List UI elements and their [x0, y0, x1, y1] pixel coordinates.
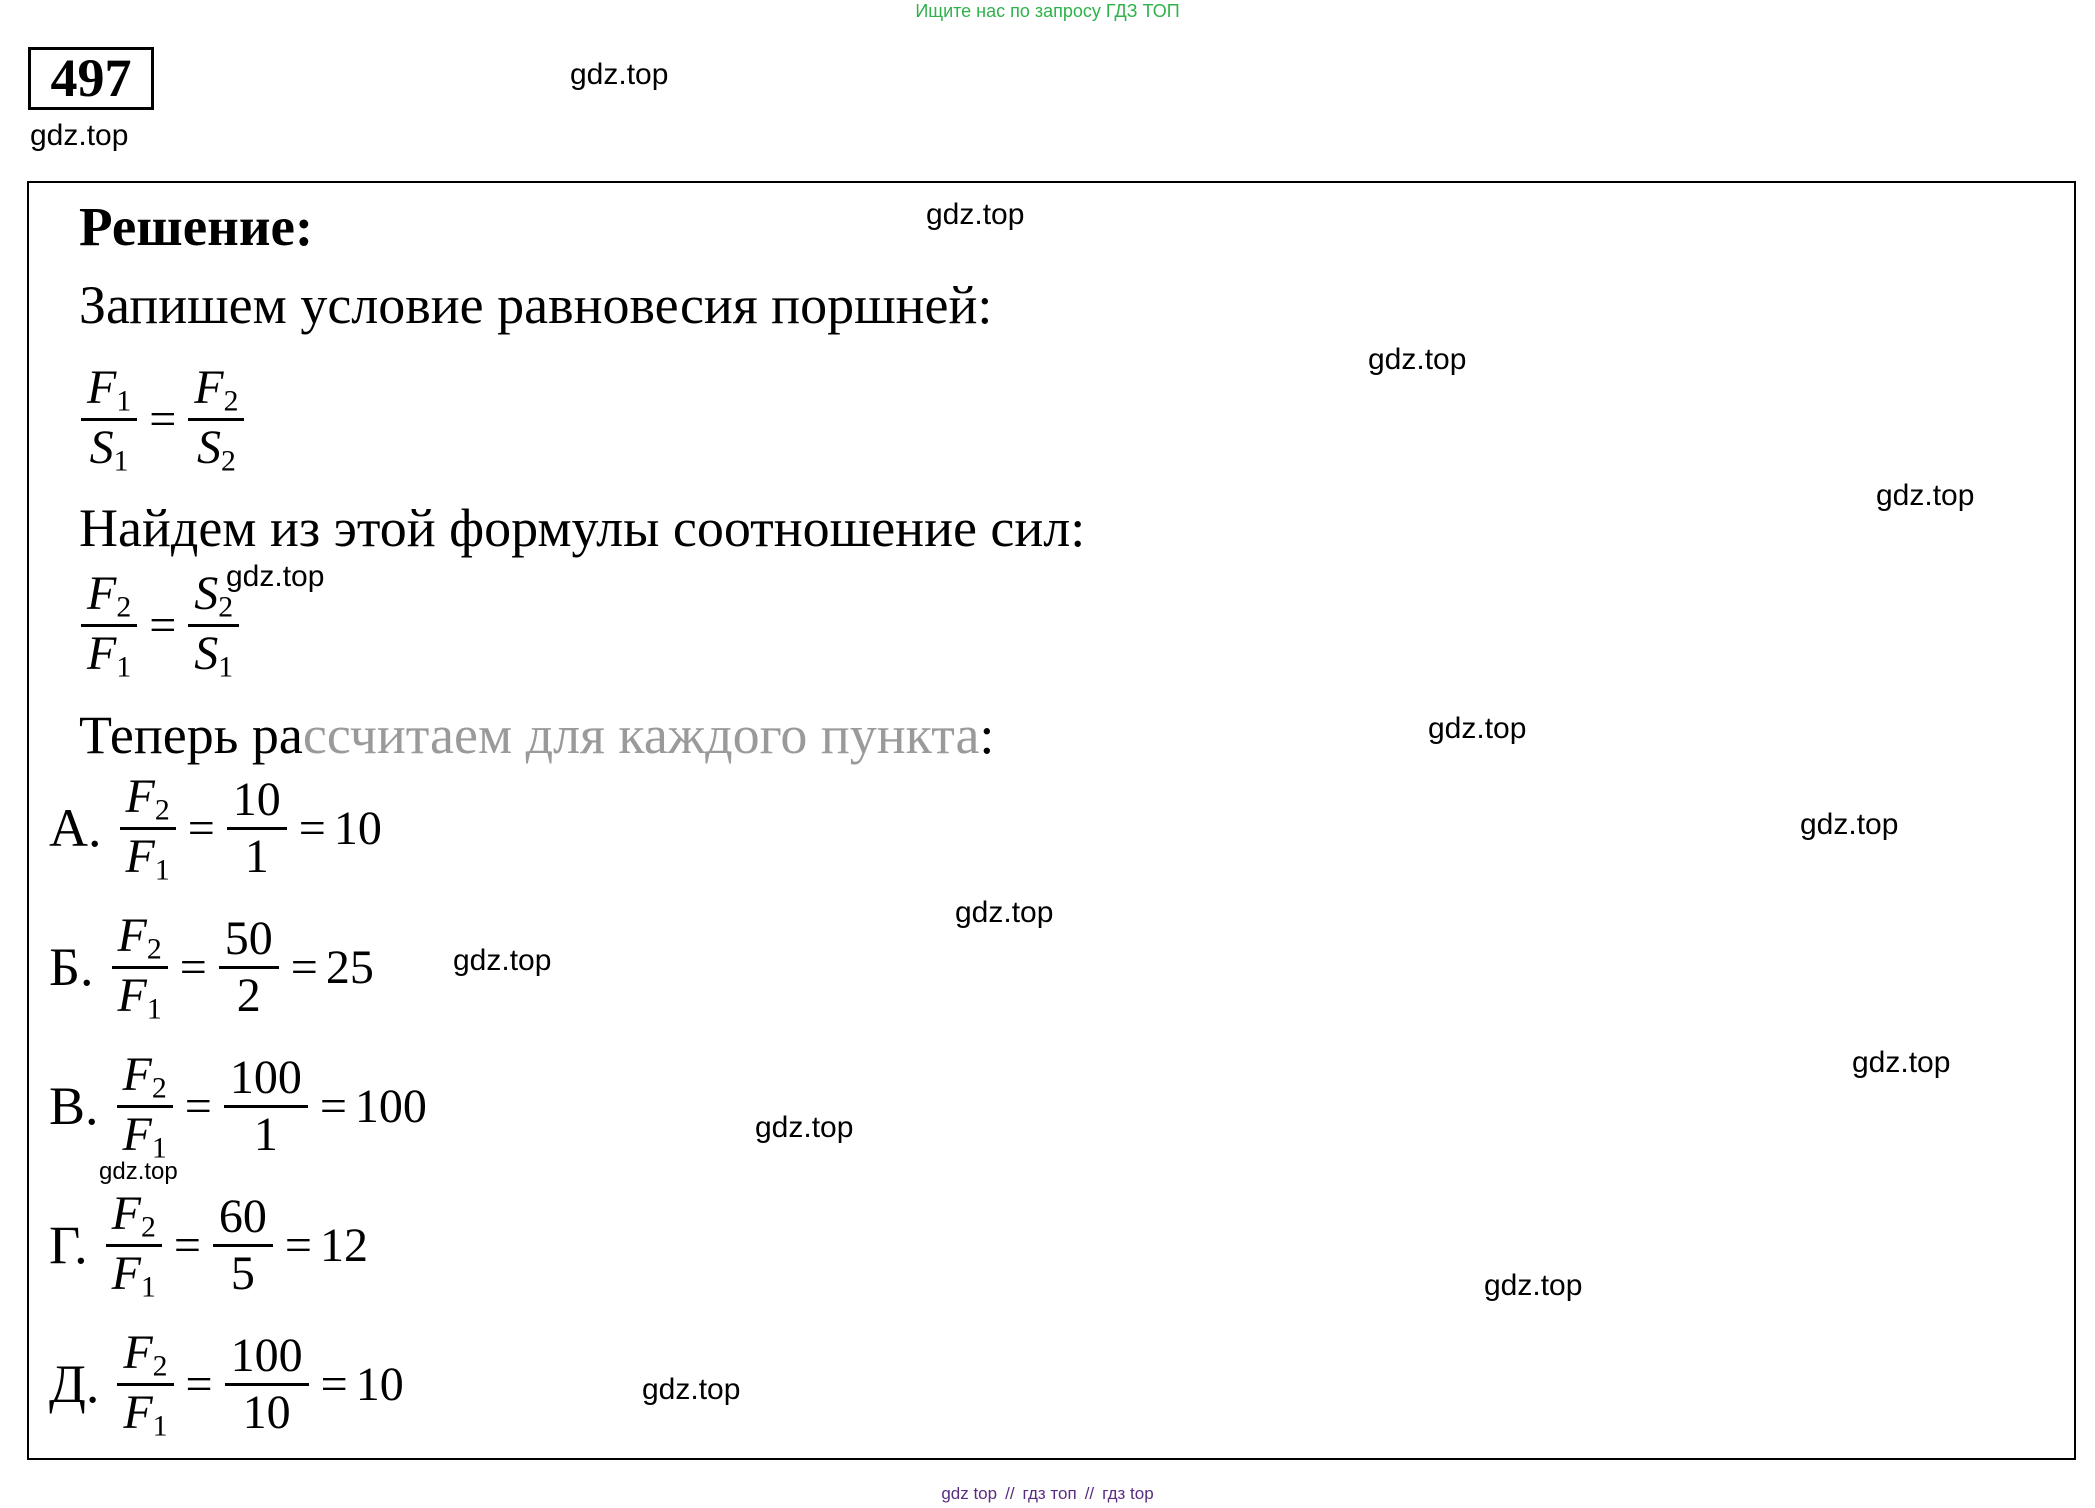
watermark: gdz.top — [1484, 1269, 1583, 1302]
text-line-equilibrium: Запишем условие равновесия поршней: — [79, 275, 993, 335]
footer-link[interactable]: gdz top — [941, 1484, 998, 1503]
watermark: gdz.top — [1852, 1046, 1951, 1079]
fraction: $\frac{F_1}{S_1}$ — [81, 361, 137, 478]
solution-heading: Решение: — [79, 196, 314, 257]
problem-number: 497 — [28, 47, 154, 110]
watermark: gdz.top — [1876, 479, 1975, 512]
watermark: gdz.top — [30, 119, 129, 152]
footer-links: gdz top // гдз топ // гдз top — [941, 1484, 1154, 1503]
text-line-ratio: Найдем из этой формулы соотношение сил: — [79, 498, 1086, 558]
item-b: Б. $\frac{F_2}{F_1}$ = $\frac{50}{2}$ = 25 — [49, 909, 374, 1026]
fraction: $\frac{F_2}{F_1}$ — [81, 567, 137, 684]
item-a: А. $\frac{F_2}{F_1}$ = $\frac{10}{1}$ = 10 — [49, 770, 382, 887]
footer-link[interactable]: гдз топ — [1022, 1484, 1077, 1503]
watermark: gdz.top — [1428, 712, 1527, 745]
fraction: $\frac{S_2}{S_1}$ — [188, 567, 239, 684]
item-g: Г. $\frac{F_2}{F_1}$ = $\frac{60}{5}$ = 12 — [49, 1187, 368, 1304]
watermark: gdz.top — [642, 1373, 741, 1406]
text-line-calc: Теперь рассчитаем для каждого пункта: — [79, 705, 995, 765]
watermark: gdz.top — [1368, 343, 1467, 376]
formula-equilibrium: $\frac{F_1}{S_1}$ = $\frac{F_2}{S_2}$ — [77, 361, 248, 478]
formula-ratio: $\frac{F_2}{F_1}$ = $\frac{S_2}{S_1}$ — [77, 567, 243, 684]
item-v: В. $\frac{F_2}{F_1}$ = $\frac{100}{1}$ = 100 — [49, 1048, 427, 1165]
footer-link[interactable]: гдз top — [1102, 1484, 1154, 1503]
fraction: $\frac{F_2}{S_2}$ — [188, 361, 244, 478]
watermark: gdz.top — [226, 560, 325, 593]
watermark: gdz.top — [955, 896, 1054, 929]
top-banner[interactable]: Ищите нас по запросу ГДЗ ТОП — [915, 1, 1180, 21]
item-d: Д. $\frac{F_2}{F_1}$ = $\frac{100}{10}$ = 10 — [49, 1326, 404, 1443]
watermark: gdz.top — [453, 944, 552, 977]
watermark: gdz.top — [926, 198, 1025, 231]
watermark: gdz.top — [570, 58, 669, 91]
watermark: gdz.top — [755, 1111, 854, 1144]
watermark: gdz.top — [99, 1158, 178, 1185]
watermark: gdz.top — [1800, 808, 1899, 841]
solution-frame — [27, 181, 2076, 1460]
